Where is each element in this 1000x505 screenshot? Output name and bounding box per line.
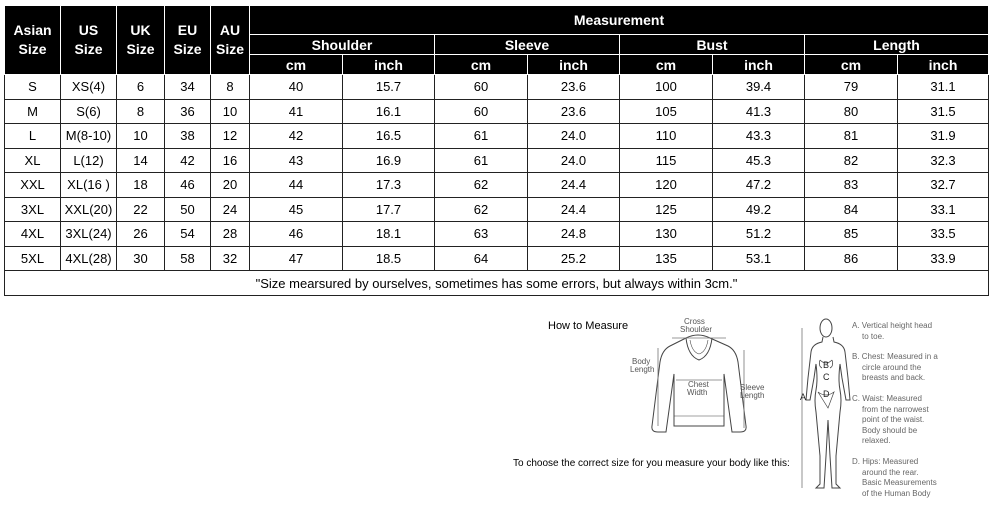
- table-cell: M: [5, 99, 61, 124]
- choose-size-instruction: To choose the correct size for you measure your body like this:: [513, 458, 790, 469]
- table-cell: 51.2: [713, 222, 805, 247]
- table-cell: 64: [435, 246, 528, 271]
- table-cell: 25.2: [528, 246, 620, 271]
- label-shoulder: Shoulder: [680, 325, 713, 334]
- table-cell: 33.9: [898, 246, 989, 271]
- caption-line: relaxed.: [862, 436, 891, 445]
- caption-line: B. Chest: Measured in a: [852, 352, 938, 361]
- header-unit-inch: inch: [898, 55, 989, 75]
- caption-line: A. Vertical height head: [852, 321, 933, 330]
- table-cell: 22: [117, 197, 165, 222]
- table-cell: 85: [805, 222, 898, 247]
- table-cell: 17.7: [343, 197, 435, 222]
- size-chart-table: [4, 5, 989, 296]
- size-rows: [5, 75, 989, 271]
- table-cell: XS(4): [61, 75, 117, 100]
- table-cell: 20: [211, 173, 250, 198]
- header-au-size: [211, 6, 250, 75]
- table-cell: XL(16 ): [61, 173, 117, 198]
- table-cell: 63: [435, 222, 528, 247]
- table-cell: 61: [435, 148, 528, 173]
- table-row: [5, 222, 989, 247]
- table-row: [5, 197, 989, 222]
- table-cell: 16.9: [343, 148, 435, 173]
- header-unit-cm: cm: [250, 55, 343, 75]
- table-cell: 26: [117, 222, 165, 247]
- table-cell: 18: [117, 173, 165, 198]
- table-cell: 45.3: [713, 148, 805, 173]
- caption-a: [852, 321, 932, 342]
- table-cell: 60: [435, 99, 528, 124]
- table-cell: 32: [211, 246, 250, 271]
- header-measurement: Measurement: [250, 6, 989, 35]
- table-cell: 40: [250, 75, 343, 100]
- label-sleeve: Sleeve: [740, 383, 765, 392]
- table-row: [5, 124, 989, 149]
- table-cell: L(12): [61, 148, 117, 173]
- table-cell: 43: [250, 148, 343, 173]
- header-length: Length: [805, 35, 989, 55]
- header-unit-inch: inch: [713, 55, 805, 75]
- header-label: AU Size: [215, 22, 244, 57]
- table-cell: XXL: [5, 173, 61, 198]
- table-cell: 31.1: [898, 75, 989, 100]
- table-cell: 4XL: [5, 222, 61, 247]
- table-cell: 33.5: [898, 222, 989, 247]
- table-cell: 50: [165, 197, 211, 222]
- table-cell: 32.7: [898, 173, 989, 198]
- table-row: [5, 75, 989, 100]
- letter-a: A: [800, 392, 807, 402]
- table-cell: 41.3: [713, 99, 805, 124]
- table-cell: 79: [805, 75, 898, 100]
- label-chest: Chest: [688, 380, 709, 389]
- caption-line: breasts and back.: [862, 373, 926, 382]
- header-unit-cm: cm: [435, 55, 528, 75]
- table-cell: 24.4: [528, 197, 620, 222]
- header-bust: Bust: [620, 35, 805, 55]
- header-sleeve: Sleeve: [435, 35, 620, 55]
- table-row: [5, 99, 989, 124]
- header-label: Asian Size: [13, 22, 52, 57]
- table-cell: 3XL(24): [61, 222, 117, 247]
- header-unit-cm: cm: [805, 55, 898, 75]
- table-row: [5, 246, 989, 271]
- table-cell: 28: [211, 222, 250, 247]
- label-body: Body: [632, 357, 651, 366]
- table-row: [5, 148, 989, 173]
- table-cell: 15.7: [343, 75, 435, 100]
- table-cell: 39.4: [713, 75, 805, 100]
- table-cell: 44: [250, 173, 343, 198]
- table-cell: 34: [165, 75, 211, 100]
- table-cell: 54: [165, 222, 211, 247]
- caption-line: point of the waist.: [862, 415, 925, 424]
- header-label: UK Size: [126, 22, 155, 57]
- table-cell: 86: [805, 246, 898, 271]
- caption-line: circle around the: [862, 362, 922, 372]
- table-cell: 24.8: [528, 222, 620, 247]
- table-cell: 23.6: [528, 99, 620, 124]
- table-cell: 42: [165, 148, 211, 173]
- label-width: Width: [687, 388, 708, 397]
- caption-d: [852, 457, 937, 499]
- header-us-size: [61, 6, 117, 75]
- shirt-hood: [686, 338, 712, 360]
- header-asian-size: [5, 6, 61, 75]
- measurement-note: "Size mearsured by ourselves, sometimes has some errors, but always within 3cm.": [5, 271, 989, 296]
- table-cell: 135: [620, 246, 713, 271]
- table-cell: 30: [117, 246, 165, 271]
- table-cell: 125: [620, 197, 713, 222]
- letter-d: D: [823, 389, 830, 399]
- table-cell: 8: [211, 75, 250, 100]
- caption-line: C. Waist: Measured: [852, 394, 922, 403]
- table-cell: XXL(20): [61, 197, 117, 222]
- header-eu-size: [165, 6, 211, 75]
- table-cell: 24.0: [528, 148, 620, 173]
- caption-line: Body should be: [862, 425, 918, 435]
- table-cell: 33.1: [898, 197, 989, 222]
- table-cell: 31.5: [898, 99, 989, 124]
- table-cell: 115: [620, 148, 713, 173]
- table-cell: 10: [117, 124, 165, 149]
- table-cell: 38: [165, 124, 211, 149]
- table-cell: 12: [211, 124, 250, 149]
- table-cell: M(8-10): [61, 124, 117, 149]
- table-cell: 24: [211, 197, 250, 222]
- letter-c: C: [823, 372, 830, 382]
- table-cell: 18.1: [343, 222, 435, 247]
- table-cell: 130: [620, 222, 713, 247]
- caption-line: around the rear.: [862, 467, 919, 477]
- table-cell: 100: [620, 75, 713, 100]
- table-cell: 36: [165, 99, 211, 124]
- table-cell: 46: [165, 173, 211, 198]
- table-cell: 60: [435, 75, 528, 100]
- header-shoulder: Shoulder: [250, 35, 435, 55]
- label-sleeve-length: Length: [740, 391, 765, 400]
- table-cell: 18.5: [343, 246, 435, 271]
- table-cell: 47: [250, 246, 343, 271]
- table-cell: 105: [620, 99, 713, 124]
- table-cell: 62: [435, 197, 528, 222]
- body-head: [820, 319, 832, 337]
- table-cell: 14: [117, 148, 165, 173]
- table-cell: 10: [211, 99, 250, 124]
- table-cell: 3XL: [5, 197, 61, 222]
- table-cell: 84: [805, 197, 898, 222]
- label-length: Length: [630, 365, 655, 374]
- table-cell: 23.6: [528, 75, 620, 100]
- table-cell: 31.9: [898, 124, 989, 149]
- table-cell: 120: [620, 173, 713, 198]
- table-cell: 110: [620, 124, 713, 149]
- table-cell: 49.2: [713, 197, 805, 222]
- letter-b: B: [823, 360, 830, 370]
- table-cell: 41: [250, 99, 343, 124]
- how-to-measure-title: How to Measure: [548, 320, 629, 332]
- table-cell: S(6): [61, 99, 117, 124]
- table-cell: 46: [250, 222, 343, 247]
- table-cell: 24.4: [528, 173, 620, 198]
- table-cell: 43.3: [713, 124, 805, 149]
- table-cell: 8: [117, 99, 165, 124]
- caption-line: from the narrowest: [862, 404, 929, 414]
- table-cell: 58: [165, 246, 211, 271]
- shirt-hood-fold: [690, 340, 708, 354]
- table-cell: 83: [805, 173, 898, 198]
- table-cell: 5XL: [5, 246, 61, 271]
- header-unit-inch: inch: [528, 55, 620, 75]
- header-label: US Size: [74, 22, 103, 57]
- table-row: [5, 173, 989, 198]
- table-cell: 81: [805, 124, 898, 149]
- table-cell: XL: [5, 148, 61, 173]
- table-cell: 62: [435, 173, 528, 198]
- human-body-diagram: [802, 319, 850, 488]
- table-cell: 16.1: [343, 99, 435, 124]
- header-unit-inch: inch: [343, 55, 435, 75]
- label-cross: Cross: [684, 317, 705, 326]
- table-cell: 6: [117, 75, 165, 100]
- table-cell: 24.0: [528, 124, 620, 149]
- header-uk-size: [117, 6, 165, 75]
- caption-line: of the Human Body: [862, 488, 931, 498]
- header-unit-cm: cm: [620, 55, 713, 75]
- table-cell: 4XL(28): [61, 246, 117, 271]
- caption-line: Basic Measurements: [862, 478, 937, 487]
- table-cell: 17.3: [343, 173, 435, 198]
- table-cell: 45: [250, 197, 343, 222]
- caption-line: to toe.: [862, 331, 885, 341]
- table-cell: 53.1: [713, 246, 805, 271]
- table-cell: 42: [250, 124, 343, 149]
- table-cell: 61: [435, 124, 528, 149]
- table-cell: S: [5, 75, 61, 100]
- table-cell: L: [5, 124, 61, 149]
- shirt-labels: [630, 317, 765, 400]
- table-cell: 32.3: [898, 148, 989, 173]
- table-cell: 47.2: [713, 173, 805, 198]
- caption-b: [852, 352, 938, 384]
- table-cell: 16: [211, 148, 250, 173]
- table-cell: 82: [805, 148, 898, 173]
- header-label: EU Size: [173, 22, 202, 57]
- table-cell: 80: [805, 99, 898, 124]
- caption-line: D. Hips: Measured: [852, 457, 919, 466]
- caption-c: [852, 394, 929, 447]
- table-cell: 16.5: [343, 124, 435, 149]
